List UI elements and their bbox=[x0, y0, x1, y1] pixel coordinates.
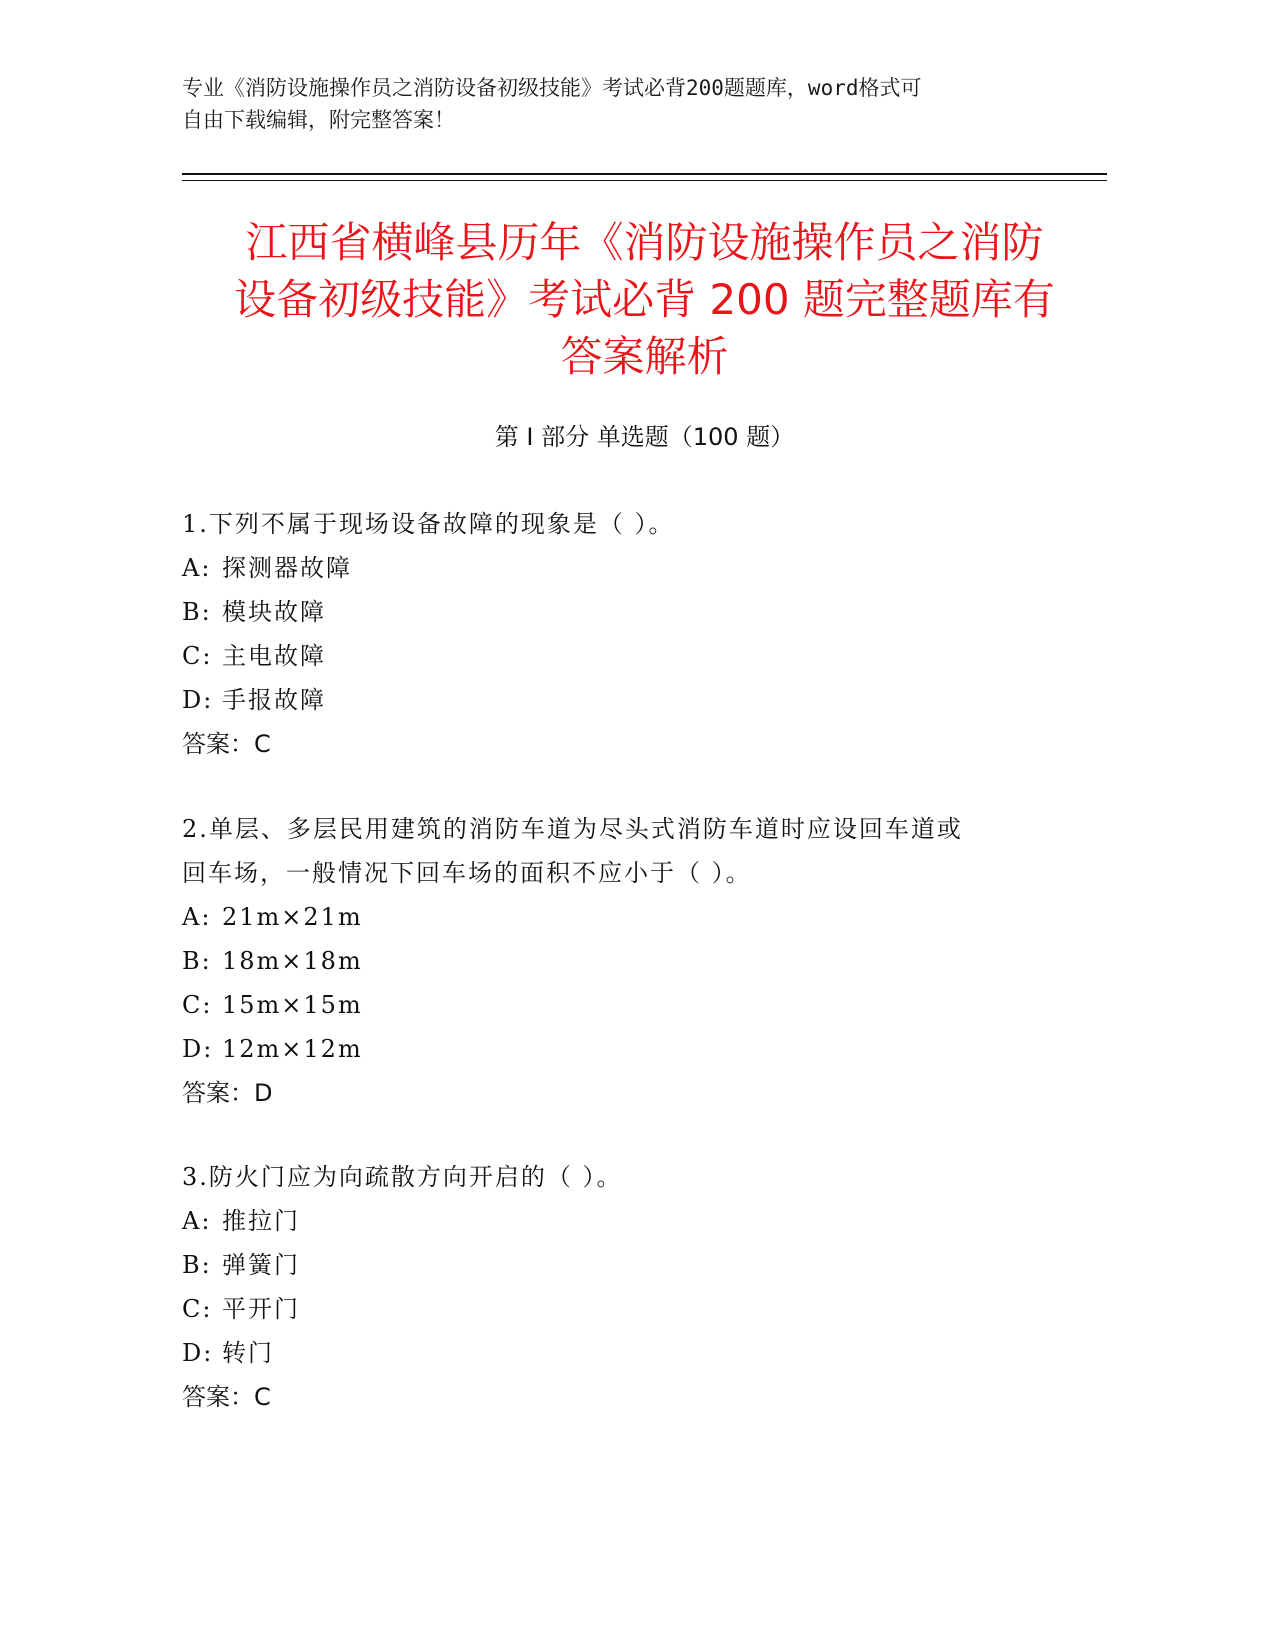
option-b bbox=[182, 1243, 1062, 1287]
header-note-line-2: 自由下载编辑，附完整答案！ bbox=[182, 108, 455, 132]
document-title bbox=[182, 214, 1107, 385]
option-b bbox=[182, 590, 1062, 634]
document-title-line-2: 设备初级技能》考试必背 200 题完整题库有 bbox=[234, 275, 1055, 324]
option-text: 推拉门 bbox=[222, 1207, 300, 1235]
header-divider-thin bbox=[182, 180, 1107, 181]
option-key: D: bbox=[182, 686, 214, 714]
question-2 bbox=[182, 807, 1062, 1115]
option-a bbox=[182, 895, 1062, 939]
option-key: A: bbox=[182, 554, 212, 582]
answer-line: 答案：D bbox=[182, 1079, 273, 1107]
option-d bbox=[182, 678, 1062, 722]
document-title-line-3: 答案解析 bbox=[560, 332, 729, 381]
answer-line: 答案：C bbox=[182, 1383, 271, 1411]
option-text: 主电故障 bbox=[222, 642, 326, 670]
header-divider-thick bbox=[182, 173, 1107, 175]
option-a bbox=[182, 1199, 1062, 1243]
question-stem-line-1: 2.单层、多层民用建筑的消防车道为尽头式消防车道时应设回车道或 bbox=[182, 815, 963, 843]
option-key: B: bbox=[182, 598, 212, 626]
option-d bbox=[182, 1027, 1062, 1071]
option-a bbox=[182, 546, 1062, 590]
option-text: 平开门 bbox=[222, 1295, 300, 1323]
option-text: 15m×15m bbox=[222, 991, 363, 1019]
option-c bbox=[182, 983, 1062, 1027]
question-stem-line-2: 回车场，一般情况下回车场的面积不应小于（ ）。 bbox=[182, 859, 752, 887]
question-stem: 3.防火门应为向疏散方向开启的（ ）。 bbox=[182, 1163, 623, 1191]
option-key: C: bbox=[182, 642, 213, 670]
option-text: 探测器故障 bbox=[222, 554, 352, 582]
option-text: 手报故障 bbox=[222, 686, 326, 714]
option-c bbox=[182, 634, 1062, 678]
option-c bbox=[182, 1287, 1062, 1331]
section-title: 第 I 部分 单选题（100 题） bbox=[494, 423, 795, 451]
option-text: 12m×12m bbox=[222, 1035, 363, 1063]
question-stem: 1.下列不属于现场设备故障的现象是（ ）。 bbox=[182, 510, 675, 538]
answer-line: 答案：C bbox=[182, 730, 271, 758]
header-note bbox=[182, 72, 1082, 136]
option-key: C: bbox=[182, 1295, 213, 1323]
option-key: C: bbox=[182, 991, 213, 1019]
header-note-line-1: 专业《消防设施操作员之消防设备初级技能》考试必背200题题库，word格式可 bbox=[182, 76, 922, 100]
document-title-line-1: 江西省横峰县历年《消防设施操作员之消防 bbox=[245, 218, 1044, 267]
question-3 bbox=[182, 1155, 1062, 1419]
option-text: 弹簧门 bbox=[222, 1251, 300, 1279]
option-key: B: bbox=[182, 947, 212, 975]
option-text: 模块故障 bbox=[222, 598, 326, 626]
option-text: 21m×21m bbox=[222, 903, 363, 931]
option-b bbox=[182, 939, 1062, 983]
option-d bbox=[182, 1331, 1062, 1375]
option-text: 18m×18m bbox=[222, 947, 363, 975]
question-1 bbox=[182, 502, 1062, 766]
option-key: A: bbox=[182, 1207, 212, 1235]
option-key: A: bbox=[182, 903, 212, 931]
option-key: D: bbox=[182, 1035, 214, 1063]
option-text: 转门 bbox=[222, 1339, 274, 1367]
option-key: B: bbox=[182, 1251, 212, 1279]
option-key: D: bbox=[182, 1339, 214, 1367]
